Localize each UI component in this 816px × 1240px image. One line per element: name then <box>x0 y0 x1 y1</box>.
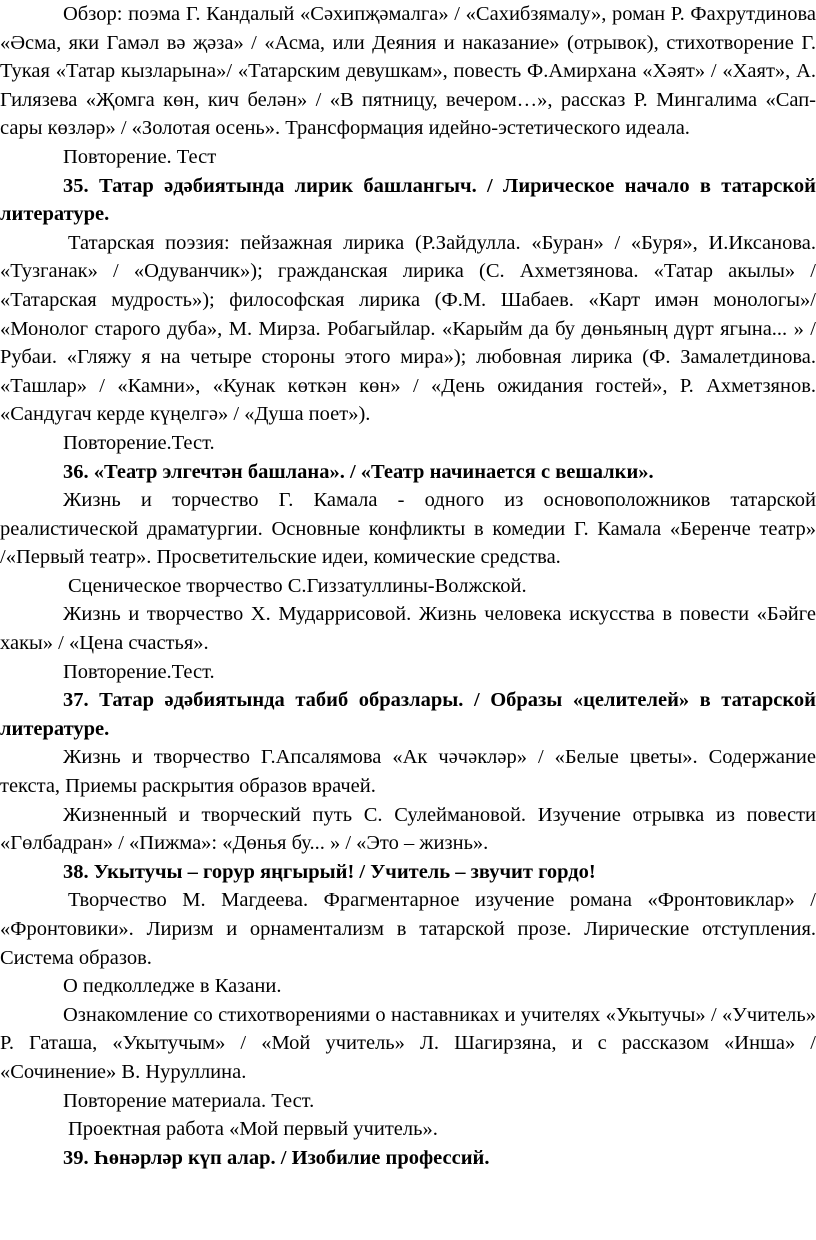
project-work-label: Проектная работа «Мой первый учитель». <box>68 1118 438 1141</box>
review-paragraph: Обзор: поэма Г. Кандалый «Сәхипҗәмалга» / «Сахибзямалу», роман Р. Фахрутдинова «Әсма, яки Гамәл вә җәза» / «Асма, или Деяния и наказание» (отрывок), стихотворение Г. Тукая «Татар кызларына»/ «Татарским девушкам», повесть Ф.Амирхана «Хәят» / «Хаят», А. Гилязева «Җомга көн, кич белән» / «В пятницу, вечером…», рассказ Р. Мингалима «Сап-сары көзләр» / «Золотая осень». Трансформация идейно-эстетического идеала. <box>0 3 816 140</box>
section-heading-38: 38. Укытучы – горур яңгырый! / Учитель – звучит гордо! <box>63 860 596 883</box>
pedcollege-paragraph: О педколледже в Казани. <box>63 975 282 998</box>
section-heading-39: 39. Һөнәрләр күп алар. / Изобилие профессий. <box>63 1146 490 1169</box>
magdeev-paragraph: Творчество М. Магдеева. Фрагментарное изучение романа «Фронтовиклар» / «Фронтовики». Лиризм и орнаментализм в татарской прозе. Лирические отступления. Система образов. <box>0 889 816 969</box>
suleymanova-paragraph: Жизненный и творческий путь С. Сулеймановой. Изучение отрывка из повести «Гөлбадран» / «Пижма»: «Дөнья бу... » / «Это – жизнь». <box>0 803 816 855</box>
gizzatullina-paragraph: Сценическое творчество С.Гиззатуллины-Волжской. <box>68 574 527 597</box>
teachers-poems-paragraph: Ознакомление со стихотворениями о наставниках и учителях «Укытучы» / «Учитель» Р. Гаташа, «Укытучым» / «Мой учитель» Л. Шагирзяна, и с рассказом «Инша» / «Сочинение» В. Нуруллина. <box>0 1003 816 1083</box>
repeat-test-label: Повторение. Тест <box>63 145 217 168</box>
apsalyamov-paragraph: Жизнь и творчество Г.Апсалямова «Ак чәчәкләр» / «Белые цветы». Содержание текста, Приемы раскрытия образов врачей. <box>0 746 816 798</box>
section-heading-35: 35. Татар әдәбиятында лирик башлангыч. / Лирическое начало в татарской литературе. <box>0 174 816 226</box>
repeat-test-label: Повторение.Тест. <box>63 660 215 683</box>
section-heading-37: 37. Татар әдәбиятында табиб образлары. / Образы «целителей» в татарской литературе. <box>0 689 816 740</box>
mudarrisova-paragraph: Жизнь и творчество Х. Мударрисовой. Жизнь человека искусства в повести «Бәйге хакы» / «Цена счастья». <box>0 603 816 655</box>
lyric-poetry-paragraph: Татарская поэзия: пейзажная лирика (Р.Зайдулла. «Буран» / «Буря», И.Иксанова. «Тузганак» / «Одуванчик»); гражданская лирика (С. Ахметзянова. «Татар акылы» / «Татарская мудрость»); философская лирика (Ф.М. Шабаев. «Карт имән монологы»/ «Монолог старого дуба», М. Мирза. Робагыйлар. «Карыйм да бу дөньяның дүрт ягына... » /Рубаи. «Гляжу я на четыре стороны этого мира»); любовная лирика (Ф. Замалетдинова. «Ташлар» / «Камни», «Кунак көткән көн» / «День ожидания гостей», Р. Ахметзянов. «Сандугач керде күңелгә» / «Душа поет»). <box>0 231 816 426</box>
repeat-test-label: Повторение.Тест. <box>63 431 215 454</box>
kamal-paragraph: Жизнь и торчество Г. Камала - одного из основоположников татарской реалистической драматургии. Основные конфликты в комедии Г. Камала «Беренче театр» /«Первый театр». Просветительские идеи, комические средства. <box>0 489 816 569</box>
section-heading-36: 36. «Театр элгечтән башлана». / «Театр начинается с вешалки». <box>63 460 654 483</box>
repeat-material-label: Повторение материала. Тест. <box>63 1089 315 1112</box>
